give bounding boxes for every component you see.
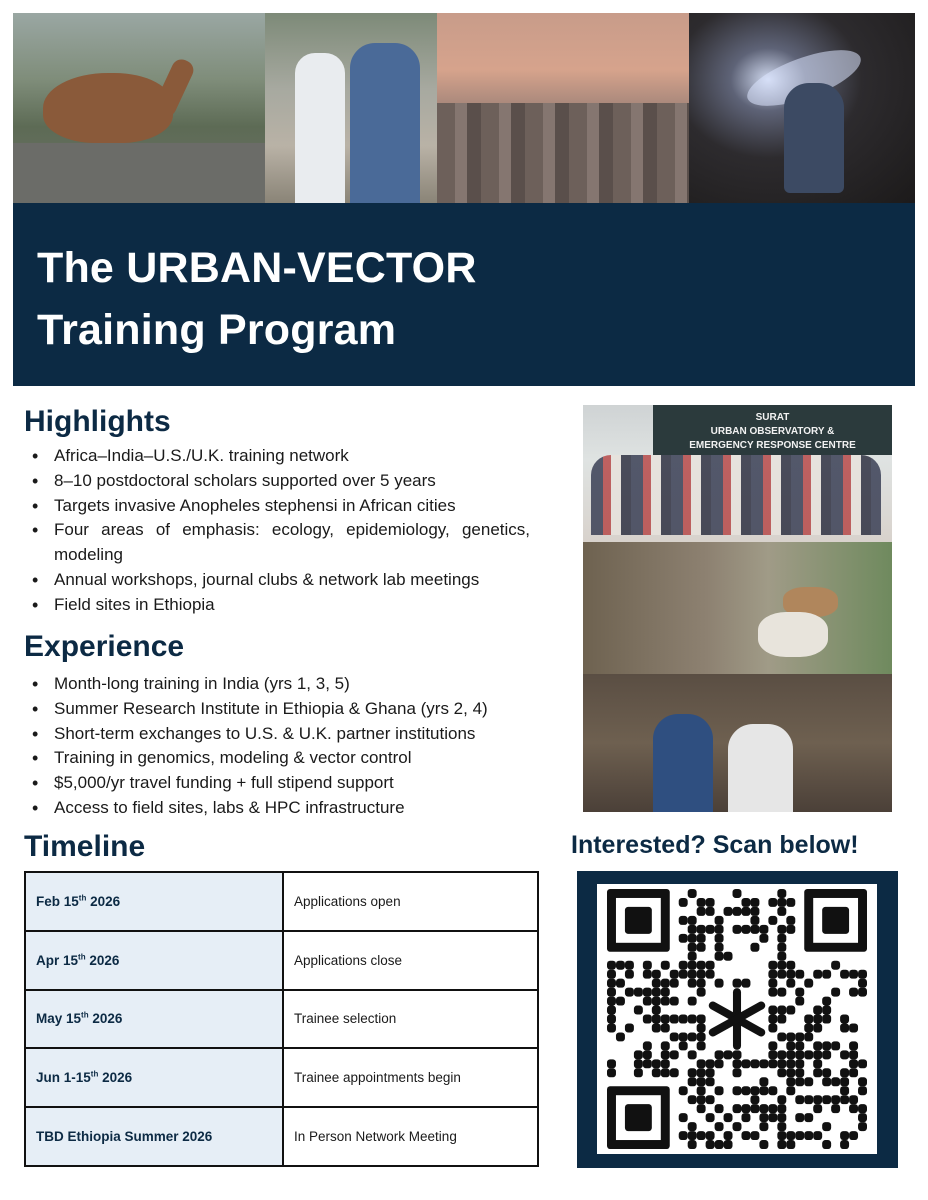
table-row xyxy=(25,872,538,931)
photo-field-sampling xyxy=(265,13,437,203)
qr-code-icon xyxy=(607,889,867,1149)
timeline-table xyxy=(24,871,539,1167)
timeline-event: Applications open xyxy=(283,872,538,931)
list-item: • Four areas of emphasis: ecology, epidemiology, genetics, modeling xyxy=(30,518,530,568)
sign-line-2: URBAN OBSERVATORY & xyxy=(710,426,835,437)
list-item: • Access to field sites, labs & HPC infrastructure xyxy=(30,796,530,821)
timeline-date: TBD Ethiopia Summer 2026 xyxy=(25,1107,283,1166)
sign-line-3: EMERGENCY RESPONSE CENTRE xyxy=(689,440,856,451)
title-line-2: Training Program xyxy=(37,306,397,354)
list-item: • Annual workshops, journal clubs & network lab meetings xyxy=(30,568,530,593)
photo-field-team xyxy=(583,674,892,812)
table-row xyxy=(25,1107,538,1166)
list-item: • Month-long training in India (yrs 1, 3, 5) xyxy=(30,672,530,697)
list-item: • 8–10 postdoctoral scholars supported over 5 years xyxy=(30,469,530,494)
timeline-event: Trainee selection xyxy=(283,990,538,1049)
timeline-event: Trainee appointments begin xyxy=(283,1048,538,1107)
list-item: • Summer Research Institute in Ethiopia & Ghana (yrs 2, 4) xyxy=(30,697,530,722)
list-item: • Targets invasive Anopheles stephensi in African cities xyxy=(30,494,530,519)
photo-camel-street xyxy=(13,13,265,203)
list-item: • $5,000/yr travel funding + full stipend support xyxy=(30,771,530,796)
qr-code-frame xyxy=(577,871,898,1168)
observatory-sign xyxy=(653,405,892,455)
timeline-date: Apr 15th 2026 xyxy=(25,931,283,990)
title-line-1: The URBAN-VECTOR xyxy=(37,244,477,292)
experience-heading: Experience xyxy=(24,630,185,663)
list-item: • Training in genomics, modeling & vector control xyxy=(30,746,530,771)
timeline-event: Applications close xyxy=(283,931,538,990)
qr-code[interactable] xyxy=(597,884,877,1154)
table-row xyxy=(25,931,538,990)
side-photo-column xyxy=(583,405,892,812)
timeline-date: Feb 15th 2026 xyxy=(25,872,283,931)
table-row xyxy=(25,1048,538,1107)
experience-list xyxy=(30,672,530,821)
table-row xyxy=(25,990,538,1049)
title-banner xyxy=(13,203,915,386)
list-item: • Africa–India–U.S./U.K. training network xyxy=(30,444,530,469)
photo-night-collection xyxy=(689,13,915,203)
photo-group-observatory xyxy=(583,405,892,542)
list-item: • Field sites in Ethiopia xyxy=(30,593,530,618)
header-photo-strip xyxy=(13,13,915,203)
highlights-list xyxy=(30,444,530,618)
sign-line-1: SURAT xyxy=(755,412,790,423)
photo-city-sunset xyxy=(437,13,689,203)
timeline-date: Jun 1-15th 2026 xyxy=(25,1048,283,1107)
timeline-date: May 15th 2026 xyxy=(25,990,283,1049)
timeline-event: In Person Network Meeting xyxy=(283,1107,538,1166)
qr-heading: Interested? Scan below! xyxy=(571,831,859,859)
timeline-heading: Timeline xyxy=(24,830,146,863)
photo-cattle-alley xyxy=(583,542,892,674)
highlights-heading: Highlights xyxy=(24,405,171,438)
list-item: • Short-term exchanges to U.S. & U.K. partner institutions xyxy=(30,722,530,747)
page-title xyxy=(37,237,477,361)
